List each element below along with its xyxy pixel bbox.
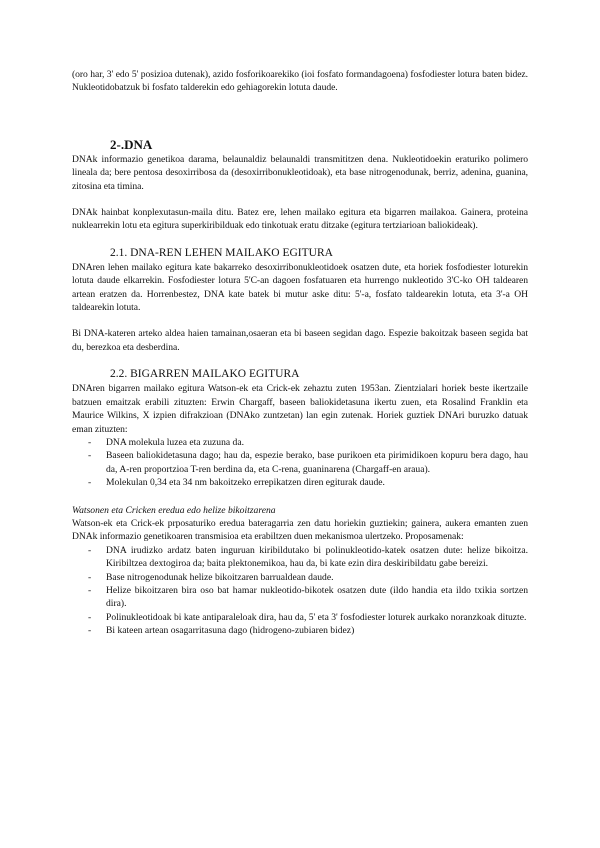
list-item: - DNA molekula luzea eta zuzuna da. (72, 436, 528, 449)
document-page (72, 68, 528, 638)
list-item: - Bi kateen artean osagarritasuna dago (hidrogeno-zubiaren bidez) (72, 624, 528, 637)
list-item: - Polinukleotidoak bi kate antiparaleloak dira, hau da, 5' eta 3' fosfodiester loturek aurkako noranzkoak dituzte. (72, 611, 528, 624)
list-item: - Base nitrogenodunak helize bikoitzaren barrualdean daude. (72, 571, 528, 584)
list-item: - DNA irudizko ardatz baten inguruan kiribildutako bi polinukleotido-katek osatzen dute: helize bikoitza. Kiribiltzea dextogiroa da; baita plektonemikoa, hau da, bi kate ezin dira deskiribildatu gabe bereizi. (72, 544, 528, 571)
model-subheading: Watsonen eta Cricken eredua edo helize bikoitzarena (72, 504, 276, 516)
model-paragraph: Watson-ek eta Crick-ek prposaturiko eredua bateragarria zen datu horiekin guztiekin; gainera, aukera emanten zuen DNAk informazio genetikoaren transmisioa eta erabiltzen duen mekanismoa ulertzeko. Proposamenak: (72, 517, 528, 543)
secondary-paragraph-1: DNAren bigarren mailako egitura Watson-ek eta Crick-ek zehaztu zuten 1953an. Zientzialari horiek beste ikertzaile batzuen emaitzak erabili zituzten: Erwin Chargaff, baseen baliokidetasuna ikertu zuen, eta Rosalind Franklin eta Maurice Wilkins, X izpien difrakzioan (DNAko zuntzetan) lan egin zutenak. Horiek guztiek DNAri buruzko datuak eman zituzten: (72, 383, 528, 435)
section-heading-primary-structure: 2.1. DNA-REN LEHEN MAILAKO EGITURA (110, 246, 333, 259)
primary-paragraph-2: Bi DNA-kateren arteko aldea haien tamainan,osaeran eta bi baseen segidan dago. Espezie bakoitzak baseen segida bat du, berezkoa eta desberdina. (72, 328, 528, 353)
list-item: - Helize bikoitzaren bira oso bat hamar nukleotido-bikotek osatzen dute (ildo handia eta ildo txikia sortzen dira). (72, 584, 528, 611)
list-item: - Molekulan 0,34 eta 34 nm bakoitzeko errepikatzen diren egiturak daude. (72, 476, 528, 489)
section-heading-secondary-structure: 2.2. BIGARREN MAILAKO EGITURA (110, 368, 300, 381)
section-heading-dna: 2-.DNA (110, 136, 153, 152)
list-item: - Baseen baliokidetasuna dago; hau da, espezie berako, base purikoen eta pirimidikoen kopuru bera dago, hau da, A-ren proportzioa T-ren berdina da, eta C-rena, guaninarena (Chargaff-en araua). (72, 449, 528, 476)
primary-paragraph-1: DNAren lehen mailako egitura kate bakarreko desoxirribonukleotidoek osatzen dute, eta horiek fosfodiester loturekin lotuta daude elkarrekin. Fosfodiester lotura 5'C-an dagoen fosfatuaren eta hurrengo nukleotido 3'C-ko OH taldearen artean eratzen da. Horrenbestez, DNA kate batek bi mutur aske ditu: 5'-a, fosfato taldearekin lotuta, eta 3'-a OH taldearekin lotuta. (72, 261, 528, 314)
proposals-list (72, 544, 528, 638)
data-list (72, 436, 528, 490)
dna-paragraph-1: DNAk informazio genetikoa darama, belaunaldiz belaunaldi transmititzen dena. Nukleotidoekin eraturiko polimero lineala da; bere pentosa desoxirribosa da (desoxirribonukleotidoak), eta base nitrogenodunak, berriz, adenina, guanina, zitosina eta timina. (72, 153, 528, 192)
dna-paragraph-2: DNAk hainbat konplexutasun-maila ditu. Batez ere, lehen mailako egitura eta bigarren mailakoa. Gainera, proteina nuklearrekin lotu eta egitura superkiribilduak edo tinkotuak eratu ditzake (egitura tertziarioan baliokideak). (72, 207, 528, 232)
intro-paragraph: (oro har, 3' edo 5' posizioa dutenak), azido fosforikoarekiko (ioi fosfato formandagoena) fosfodiester lotura baten bidez. Nukleotidobatzuk bi fosfato talderekin edo gehiagorekin lotuta daude. (72, 69, 528, 94)
